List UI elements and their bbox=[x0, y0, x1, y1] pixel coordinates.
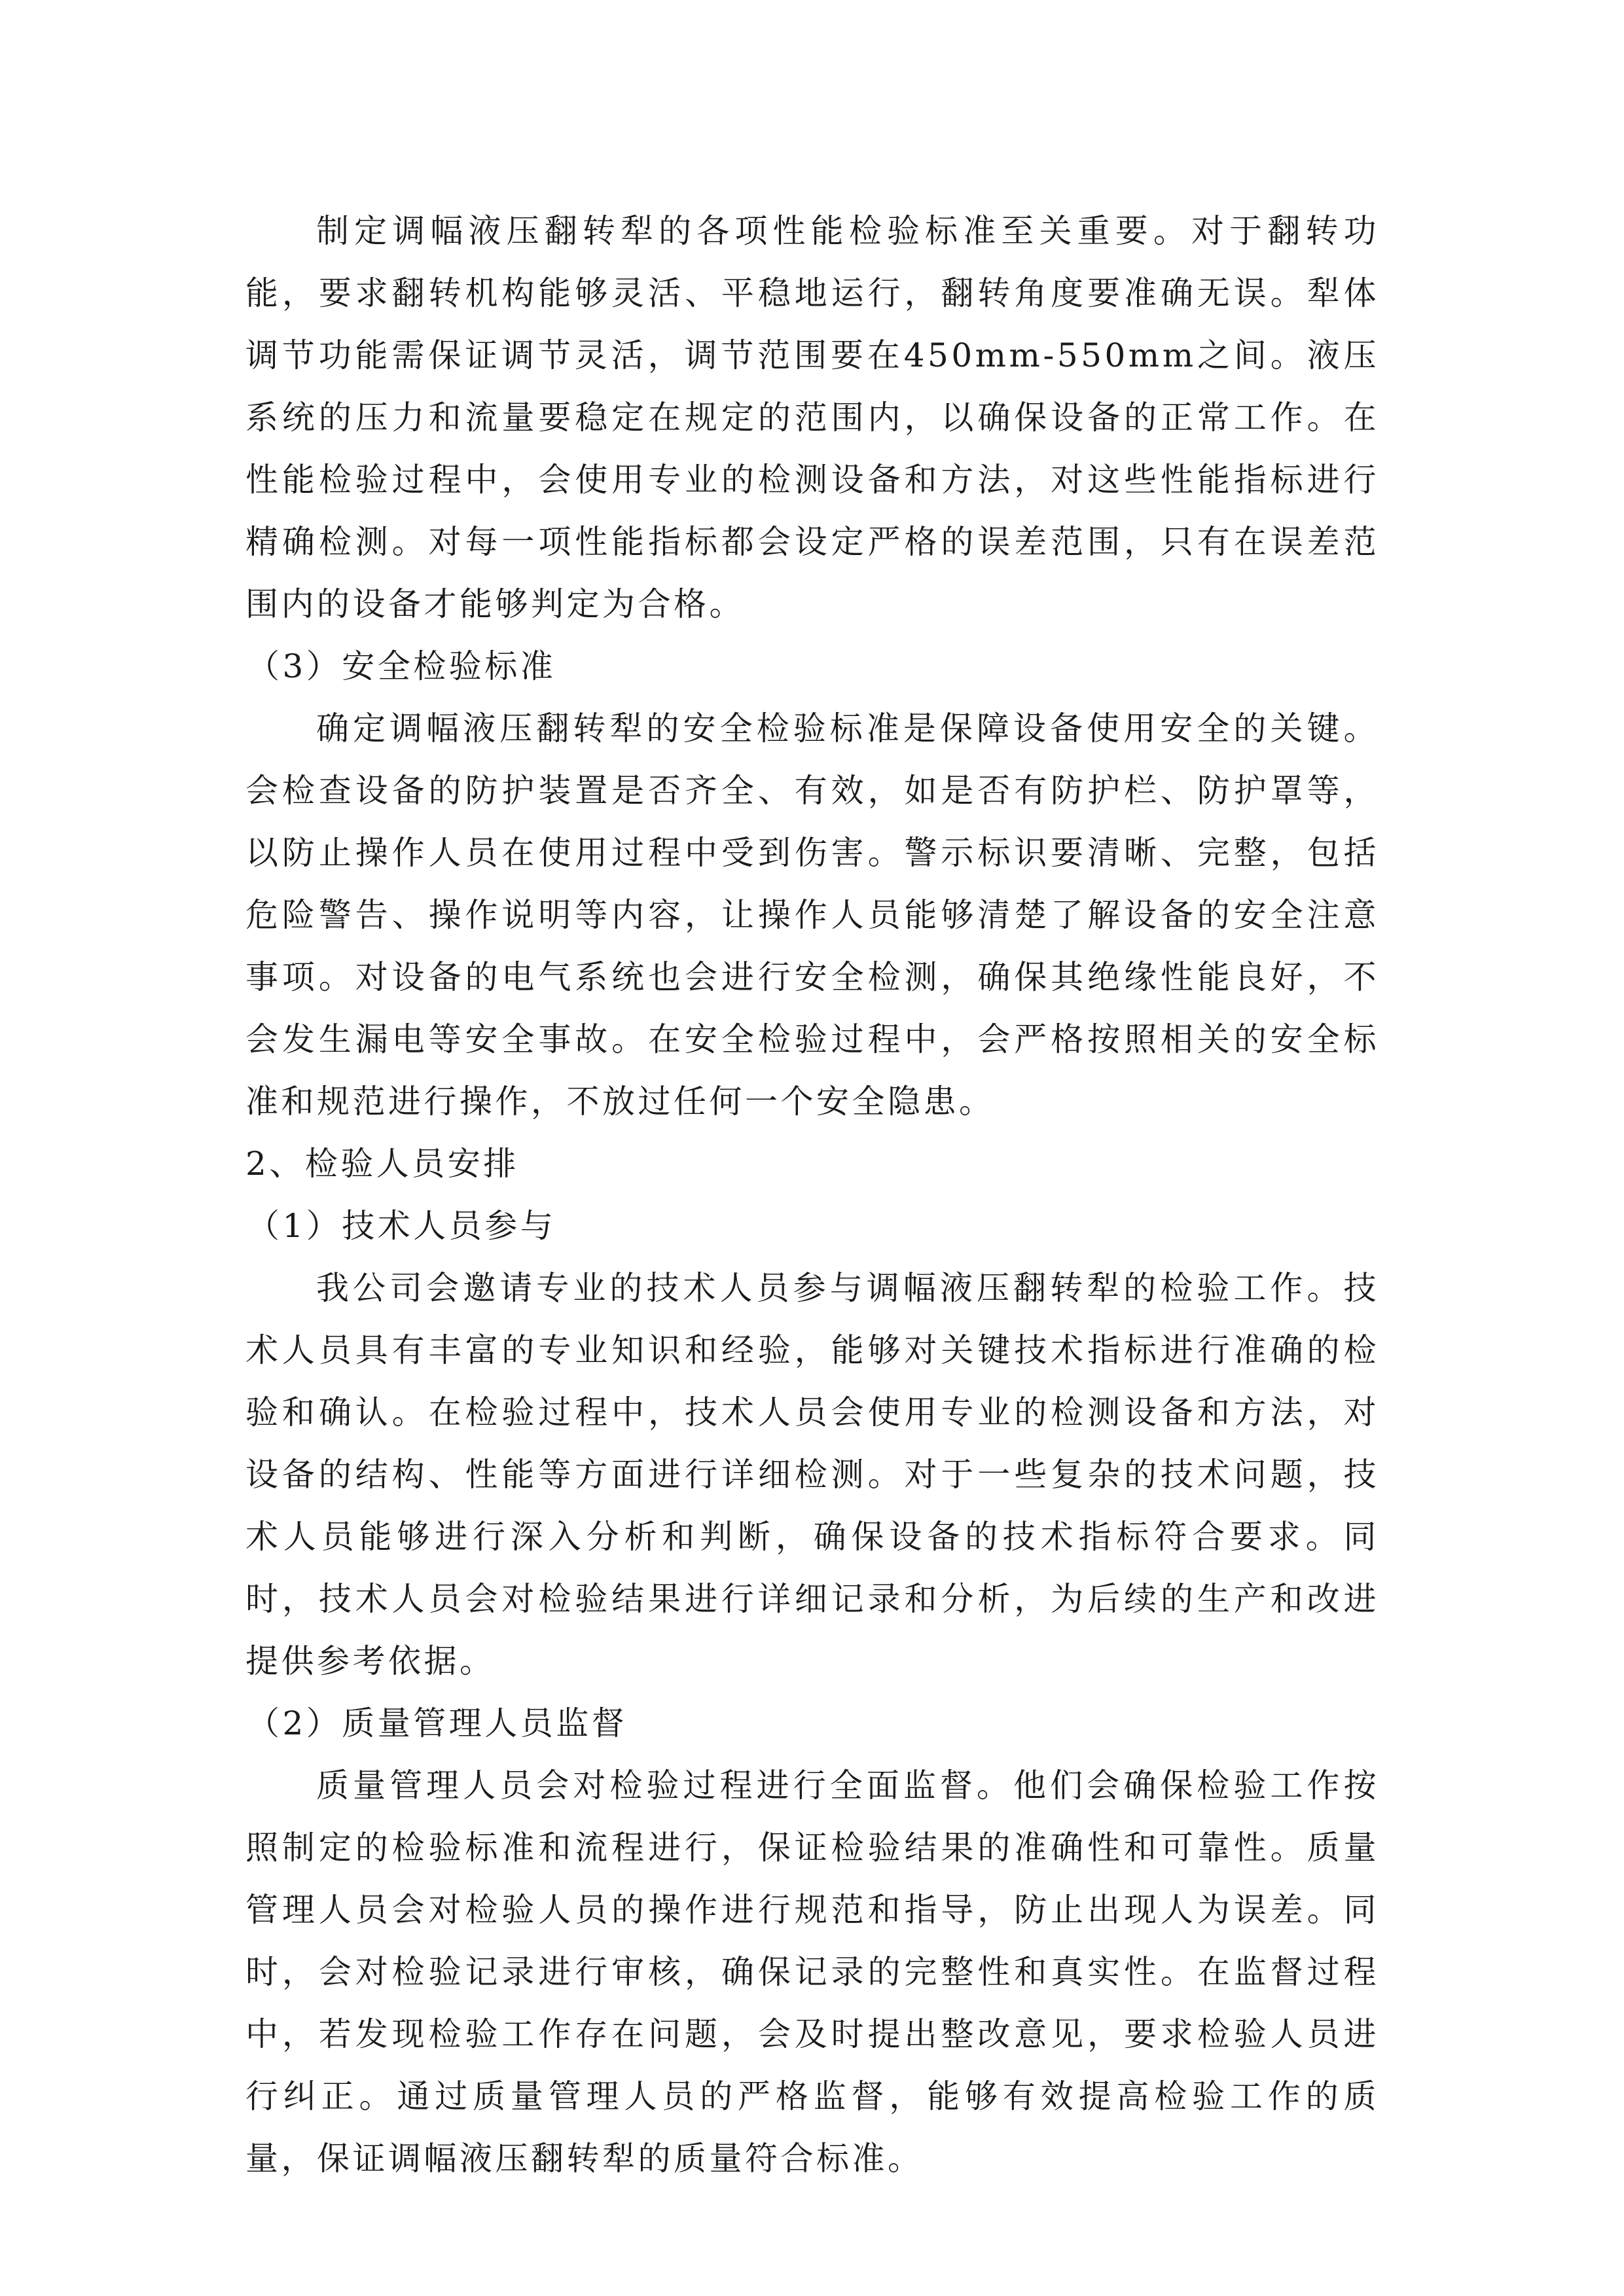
document-body bbox=[245, 200, 1379, 2190]
paragraph-quality-supervision: 质量管理人员会对检验过程进行全面监督。他们会确保检验工作按照制定的检验标准和流程进行，保证检验结果的准确性和可靠性。质量管理人员会对检验人员的操作进行规范和指导，防止出现人为误差。同时，会对检验记录进行审核，确保记录的完整性和真实性。在监督过程中，若发现检验工作存在问题，会及时提出整改意见，要求检验人员进行纠正。通过质量管理人员的严格监督，能够有效提高检验工作的质量，保证调幅液压翻转犁的质量符合标准。 bbox=[245, 1767, 1379, 2178]
subheading-quality-supervision: （2）质量管理人员监督 bbox=[247, 1704, 628, 1742]
heading-inspector-arrangement: 2、检验人员安排 bbox=[245, 1145, 519, 1183]
paragraph-safety-standards: 确定调幅液压翻转犁的安全检验标准是保障设备使用安全的关键。会检查设备的防护装置是否齐全、有效，如是否有防护栏、防护罩等，以防止操作人员在使用过程中受到伤害。警示标识要清晰、完整，包括危险警告、操作说明等内容，让操作人员能够清楚了解设备的安全注意事项。对设备的电气系统也会进行安全检测，确保其绝缘性能良好，不会发生漏电等安全事故。在安全检验过程中，会严格按照相关的安全标准和规范进行操作，不放过任何一个安全隐患。 bbox=[245, 709, 1379, 1121]
subheading-technical-staff: （1）技术人员参与 bbox=[247, 1207, 556, 1245]
paragraph-technical-staff: 我公司会邀请专业的技术人员参与调幅液压翻转犁的检验工作。技术人员具有丰富的专业知识和经验，能够对关键技术指标进行准确的检验和确认。在检验过程中，技术人员会使用专业的检测设备和方法，对设备的结构、性能等方面进行详细检测。对于一些复杂的技术问题，技术人员能够进行深入分析和判断，确保设备的技术指标符合要求。同时，技术人员会对检验结果进行详细记录和分析，为后续的生产和改进提供参考依据。 bbox=[245, 1269, 1379, 1680]
subheading-safety-inspection-standards: （3）安全检验标准 bbox=[247, 647, 556, 685]
paragraph-performance-standards: 制定调幅液压翻转犁的各项性能检验标准至关重要。对于翻转功能，要求翻转机构能够灵活、平稳地运行，翻转角度要准确无误。犁体调节功能需保证调节灵活，调节范围要在450mm-550mm之间。液压系统的压力和流量要稳定在规定的范围内，以确保设备的正常工作。在性能检验过程中，会使用专业的检测设备和方法，对这些性能指标进行精确检测。对每一项性能指标都会设定严格的误差范围，只有在误差范围内的设备才能够判定为合格。 bbox=[245, 212, 1379, 623]
